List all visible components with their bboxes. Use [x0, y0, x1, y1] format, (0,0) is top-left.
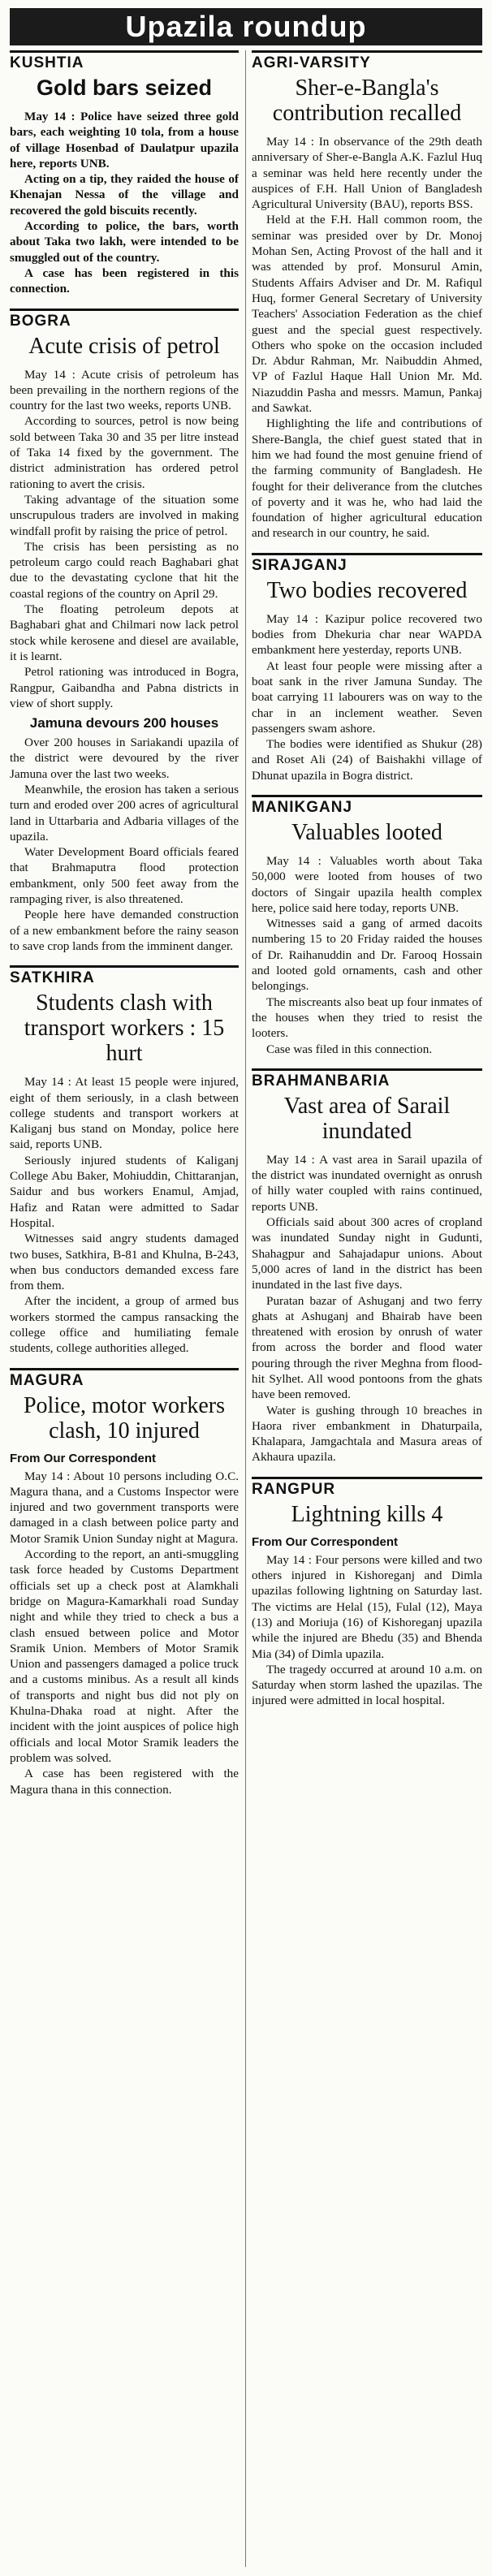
paragraph: Petrol rationing was introduced in Bogra, Rangpur, Gaibandha and Pabna districts in view of short supply.	[10, 665, 239, 710]
article-headline: Sher-e-Bangla's contribution recalled	[272, 76, 462, 126]
article-headline: Valuables looted	[291, 819, 442, 845]
article-body	[252, 1152, 482, 1465]
dateline-place: MAGURA	[10, 1368, 239, 1390]
dateline-place: BOGRA	[10, 309, 239, 330]
right-column	[252, 50, 482, 1720]
article-body	[10, 367, 239, 712]
left-column	[10, 50, 239, 1809]
article-body	[252, 134, 482, 542]
paragraph: According to the report, an anti-smuggling task force headed by Customs Department officials set up a check post at Alamkhali bridge on Magura-Kamarkhali road Sunday night and while they tried to check a bus a clash ensued between police and Motor Sramik Union. Members of Motor Sramik Union and passengers damaged a police truck and a customs minibus. As a result all kinds of transports and night bus did not ply on Khulna-Dhaka road at night. After the incident with the joint auspices of police high officials and local Motor Sramik leaders the problem was solved.	[10, 1547, 239, 1765]
paragraph: Taking advantage of the situation some unscrupulous traders are involved in making windfall profit by raising the price of petrol.	[10, 492, 239, 538]
article	[10, 309, 239, 955]
paragraph: After the incident, a group of armed bus workers stormed the campus ransacking the college office and humiliating female students, college authorities alleged.	[10, 1294, 239, 1356]
paragraph: Seriously injured students of Kaliganj College Abu Baker, Mohiuddin, Chittaranjan, Saidur and bus workers Enamul, Amjad, Hafiz and Ratan were admitted to Sadar Hospital.	[10, 1153, 239, 1230]
section-banner: Upazila roundup	[10, 8, 482, 45]
paragraph: Water is gushing through 10 breaches in Haora river embankment in Dhaturpaila, Khalapara, Jamgachtala and Masura areas of Akhaura upazila.	[252, 1403, 482, 1465]
article-body	[252, 853, 482, 1057]
paragraph: Highlighting the life and contributions of Shere-Bangla, the chief guest stated that in him we had found the most genuine friend of the farming community of Bangladesh. He fought for their deliverance from the clutches of poverty and it was he, who had laid the foundation of higher agricultural education and research in our country, he said.	[252, 416, 482, 541]
dateline-place: MANIKGANJ	[252, 795, 482, 817]
article-body	[10, 1469, 239, 1797]
article-headline: Acute crisis of petrol	[28, 333, 220, 359]
article	[252, 553, 482, 783]
paragraph: Case was filed in this connection.	[266, 1042, 433, 1056]
paragraph: Acting on a tip, they raided the house of Khenajan Nessa of the village and recovered the gold biscuits recently.	[10, 172, 239, 218]
paragraph: A case has been registered with the Magura thana in this connection.	[10, 1767, 239, 1797]
dateline-place: SIRAJGANJ	[252, 553, 482, 575]
article-headline: Vast area of Sarail inundated	[283, 1093, 451, 1144]
paragraph: May 14 : Valuables worth about Taka 50,000 were looted from houses of two doctors of Singair upazila health complex here, police said here today, reports UNB.	[252, 853, 482, 915]
paragraph: May 14 : Police have seized three gold bars, each weighting 10 tola, from a house of village Hosenbad of Daulatpur upazila here, reports UNB.	[10, 110, 239, 170]
paragraph: The tragedy occurred at around 10 a.m. on Saturday when storm lashed the upazilas. The injured were admitted in local hospital.	[252, 1662, 482, 1708]
dateline-place: BRAHMANBARIA	[252, 1068, 482, 1090]
dateline-place: KUSHTIA	[10, 50, 239, 72]
paragraph: People here have demanded construction of a new embankment before the rainy season to save crop lands from the imminent danger.	[10, 908, 239, 953]
article-body	[252, 1552, 482, 1709]
paragraph: At least four people were missing after a boat sank in the river Jamuna Sunday. The boat carrying 11 labourers was on way to the char in an inclement weather. Seven passengers swam ashore.	[252, 658, 482, 736]
paragraph: Officials said about 300 acres of cropland was inundated Sunday night in Gudunti, Shahagpur and Sahajadapur unions. About 5,000 acres of land in the district has been inundated in the last five days.	[252, 1215, 482, 1292]
byline: From Our Correspondent	[10, 1451, 157, 1465]
paragraph: May 14 : A vast area in Sarail upazila of the district was inundated overnight as onrush of hilly water coupled with rains continued, reports UNB.	[252, 1152, 482, 1214]
article-headline: Police, motor workers clash, 10 injured	[23, 1392, 226, 1443]
paragraph: May 14 : At least 15 people were injured, eight of them seriously, in a clash between college students and transport workers at Kaliganj bus stand on Monday, police here said, reports UNB.	[10, 1075, 239, 1152]
subheadline: Jamuna devours 200 houses	[29, 715, 219, 731]
article-body	[10, 1074, 239, 1356]
article-headline: Gold bars seized	[36, 76, 213, 100]
paragraph: May 14 : Kazipur police recovered two bodies from Dhekuria char near WAPDA embankment here yesterday, reports UNB.	[252, 611, 482, 658]
article-body	[10, 735, 239, 954]
paragraph: May 14 : About 10 persons including O.C. Magura thana, and a Customs Inspector were injured and two government transports were damaged in a clash between police party and Motor Sramik Union Sunday night at Magura.	[10, 1469, 239, 1546]
paragraph: The floating petroleum depots at Baghabari ghat and Chilmari now lack petrol stock while kerosene and diesel are available, it is learnt.	[10, 602, 239, 663]
article	[252, 795, 482, 1057]
paragraph: May 14 : In observance of the 29th death anniversary of Sher-e-Bangla A.K. Fazlul Huq a seminar was held here recently under the auspices of F.H. Hall Union of Bangladesh Agricultural University (BAU), reports BSS.	[252, 135, 482, 212]
article-body	[10, 109, 239, 297]
article	[252, 1477, 482, 1709]
article-headline: Students clash with transport workers : 15 hurt	[24, 990, 225, 1067]
paragraph: According to police, the bars, worth about Taka two lakh, were intended to be smuggled out of the country.	[10, 219, 239, 265]
paragraph: Meanwhile, the erosion has taken a serious turn and eroded over 200 acres of agricultural land in Uttarbaria and Adbaria villages of the upazila.	[10, 782, 239, 844]
paragraph: The bodies were identified as Shukur (28) and Roset Ali (24) of Baishakhi village of Dhunat upazila in Bogra district.	[252, 737, 482, 783]
article	[10, 965, 239, 1356]
article	[10, 1368, 239, 1797]
paragraph: A case has been registered in this connection.	[10, 265, 239, 296]
paragraph: According to sources, petrol is now being sold between Taka 30 and 35 per litre instead of Taka 14 fixed by the government. The district administration has ordered petrol rationing to avert the crisis.	[10, 414, 239, 491]
paragraph: The crisis has been persisting as no petroleum cargo could reach Baghabari ghat due to the devastating cyclone that hit the coastal regions of the country on April 29.	[10, 539, 239, 601]
dateline-place: AGRI-VARSITY	[252, 50, 482, 72]
paragraph: Over 200 houses in Sariakandi upazila of the district were devoured by the river Jamuna over the last two weeks.	[10, 736, 239, 781]
paragraph: Water Development Board officials feared that Brahmaputra flood protection embankment, only 500 feet away from the rampaging river, is also threatened.	[10, 845, 239, 907]
column-divider	[245, 50, 246, 2567]
paragraph: The miscreants also beat up four inmates of the houses when they tried to resist the looters.	[252, 995, 482, 1041]
paragraph: Held at the F.H. Hall common room, the seminar was presided over by Dr. Monoj Mohan Sen, Acting Provost of the hall and it was attended by prof. Monsurul Amin, Students Affairs Adviser and Dr. M. Rafiqul Huq, former General Secretary of University Teachers' Association Federation as the chief guest and the special guest respectively. Others who spoke on the occasion included Dr. Abdur Rahman, Mr. Naibuddin Ahmed, VP of Fazlul Haque Hall Union Mr. Md. Niazuddin Pasha and messrs. Mamun, Pankaj and Sawkat.	[252, 213, 482, 416]
article-body	[252, 611, 482, 783]
article-headline: Two bodies recovered	[266, 577, 468, 603]
paragraph: May 14 : Four persons were killed and two others injured in Kishoreganj and Dimla upazilas following lightning on Saturday last. The victims are Helal (15), Fulal (12), Maya (13) and Moriuja (16) of Kishoreganj upazila while the injured are Bhedu (35) and Bhenda Mia (34) of Dimla upazila.	[252, 1552, 482, 1661]
dateline-place: SATKHIRA	[10, 965, 239, 987]
paragraph: Witnesses said angry students damaged two buses, Satkhira, B-81 and Khulna, B-243, when bus conductors demanded excess fare from them.	[10, 1232, 239, 1293]
article-headline: Lightning kills 4	[291, 1501, 443, 1527]
paragraph: Puratan bazar of Ashuganj and two ferry ghats at Ashuganj and Bhairab have been threatened with erosion by onrush of water from across the border and flood water pouring through the river Meghna from flood-hit Sylhet. All wood pontoons from the ghats have been removed.	[252, 1293, 482, 1402]
article	[252, 1068, 482, 1465]
article	[10, 50, 239, 297]
dateline-place: RANGPUR	[252, 1477, 482, 1499]
byline: From Our Correspondent	[252, 1534, 399, 1549]
article	[252, 50, 482, 542]
paragraph: Witnesses said a gang of armed dacoits numbering 15 to 20 Friday raided the houses of Dr. Raihanuddin and Dr. Farooq Hossain and looted gold ornaments, cash and other belongings.	[252, 917, 482, 994]
paragraph: May 14 : Acute crisis of petroleum has been prevailing in the northern regions of the country for the last two weeks, reports UNB.	[10, 367, 239, 413]
